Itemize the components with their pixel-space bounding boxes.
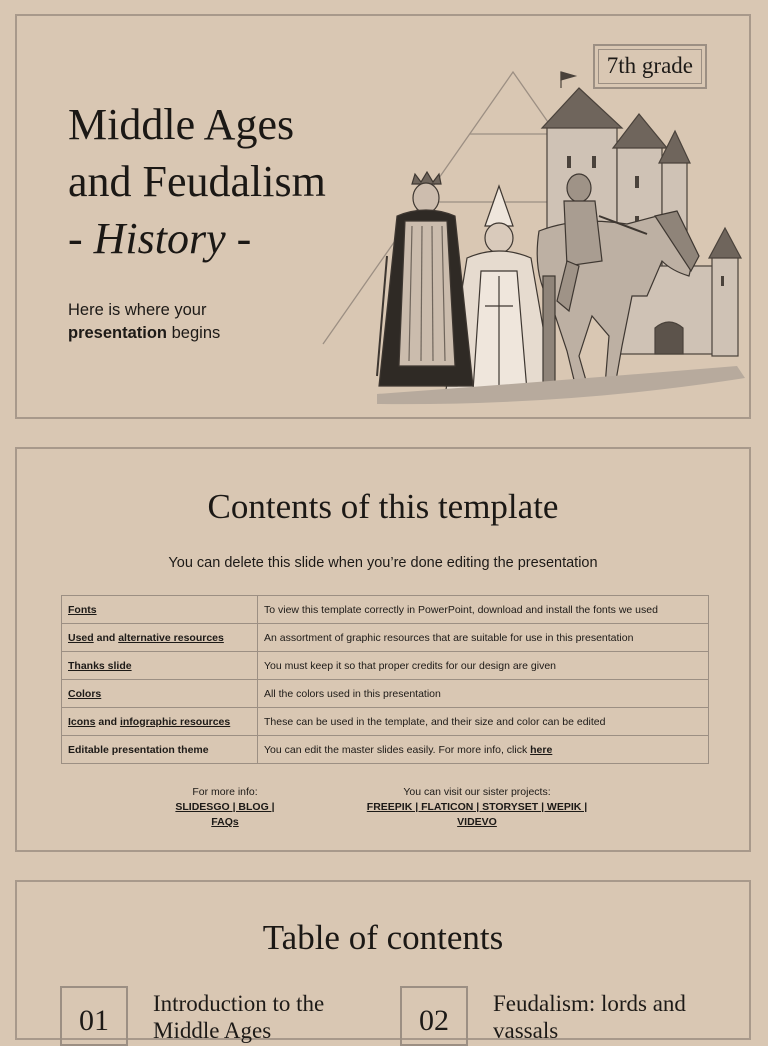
table-row [62, 680, 709, 708]
contents-table [61, 595, 709, 764]
king-drawing [377, 172, 473, 386]
row-key-joiner: and [98, 715, 118, 728]
row-desc: An assortment of graphic resources that are suitable for use in this presentation [258, 624, 709, 652]
table-row [62, 596, 709, 624]
row-key [62, 624, 258, 652]
title-line-1: Middle Ages [68, 100, 295, 149]
row-key-link[interactable]: Fonts [68, 603, 97, 616]
title-line-2: and Feudalism [68, 157, 326, 206]
more-info [165, 785, 285, 830]
table-row [62, 652, 709, 680]
row-key[interactable] [62, 596, 258, 624]
row-key-joiner: and [96, 631, 116, 644]
here-link[interactable]: here [530, 743, 553, 756]
grade-badge-text: 7th grade [598, 49, 702, 84]
row-key-link[interactable]: Icons [68, 715, 96, 728]
row-key[interactable] [62, 680, 258, 708]
subtitle-bold: presentation [68, 324, 168, 342]
row-desc: These can be used in the template, and their size and color can be edited [258, 708, 709, 736]
sister-projects-links[interactable]: FREEPIK | FLATICON | STORYSET | WEPIK | VIDEVO [366, 801, 588, 828]
row-key-link-2[interactable]: alternative resources [118, 631, 224, 644]
row-desc: You must keep it so that proper credits for our design are given [258, 652, 709, 680]
contents-title: Contents of this template [207, 487, 559, 526]
subtitle-part-2: begins [171, 324, 221, 342]
toc-item-text: Introduction to the Middle Ages [153, 991, 325, 1043]
contents-slide[interactable] [15, 447, 751, 852]
slide-subtitle [68, 299, 288, 345]
row-key-link[interactable]: Thanks slide [68, 659, 132, 672]
row-key: Editable presentation theme [62, 736, 258, 764]
subtitle-part-1: Here is where your [68, 301, 207, 319]
toc-title: Table of contents [262, 918, 504, 957]
contents-subtitle: You can delete this slide when you’re done editing the presentation [168, 555, 598, 571]
toc-item-text: Feudalism: lords and vassals [493, 991, 686, 1043]
more-info-links[interactable]: SLIDESGO | BLOG | FAQs [175, 801, 275, 828]
sister-projects [347, 785, 607, 830]
toc-number: 01 [79, 1004, 109, 1037]
row-desc: All the colors used in this presentation [258, 680, 709, 708]
row-key[interactable] [62, 652, 258, 680]
table-row [62, 736, 709, 764]
table-row [62, 624, 709, 652]
toc-number-box [60, 986, 128, 1046]
table-row [62, 708, 709, 736]
title-slide[interactable] [15, 14, 751, 419]
more-info-label: For more info: [192, 786, 258, 798]
toc-number-box [400, 986, 468, 1046]
row-key-link[interactable]: Colors [68, 687, 102, 700]
sister-projects-label: You can visit our sister projects: [403, 786, 551, 798]
row-key-link[interactable]: Used [68, 631, 94, 644]
toc-slide[interactable] [15, 880, 751, 1043]
row-desc: To view this template correctly in PowerPoint, download and install the fonts we used [258, 596, 709, 624]
toc-number: 02 [419, 1004, 449, 1037]
medieval-illustration [317, 66, 747, 411]
row-key [62, 708, 258, 736]
row-desc-text: You can edit the master slides easily. For more info, click [264, 743, 528, 756]
row-key-link-2[interactable]: infographic resources [119, 715, 231, 728]
title-line-3: - History - [68, 214, 252, 263]
row-desc [258, 736, 709, 764]
